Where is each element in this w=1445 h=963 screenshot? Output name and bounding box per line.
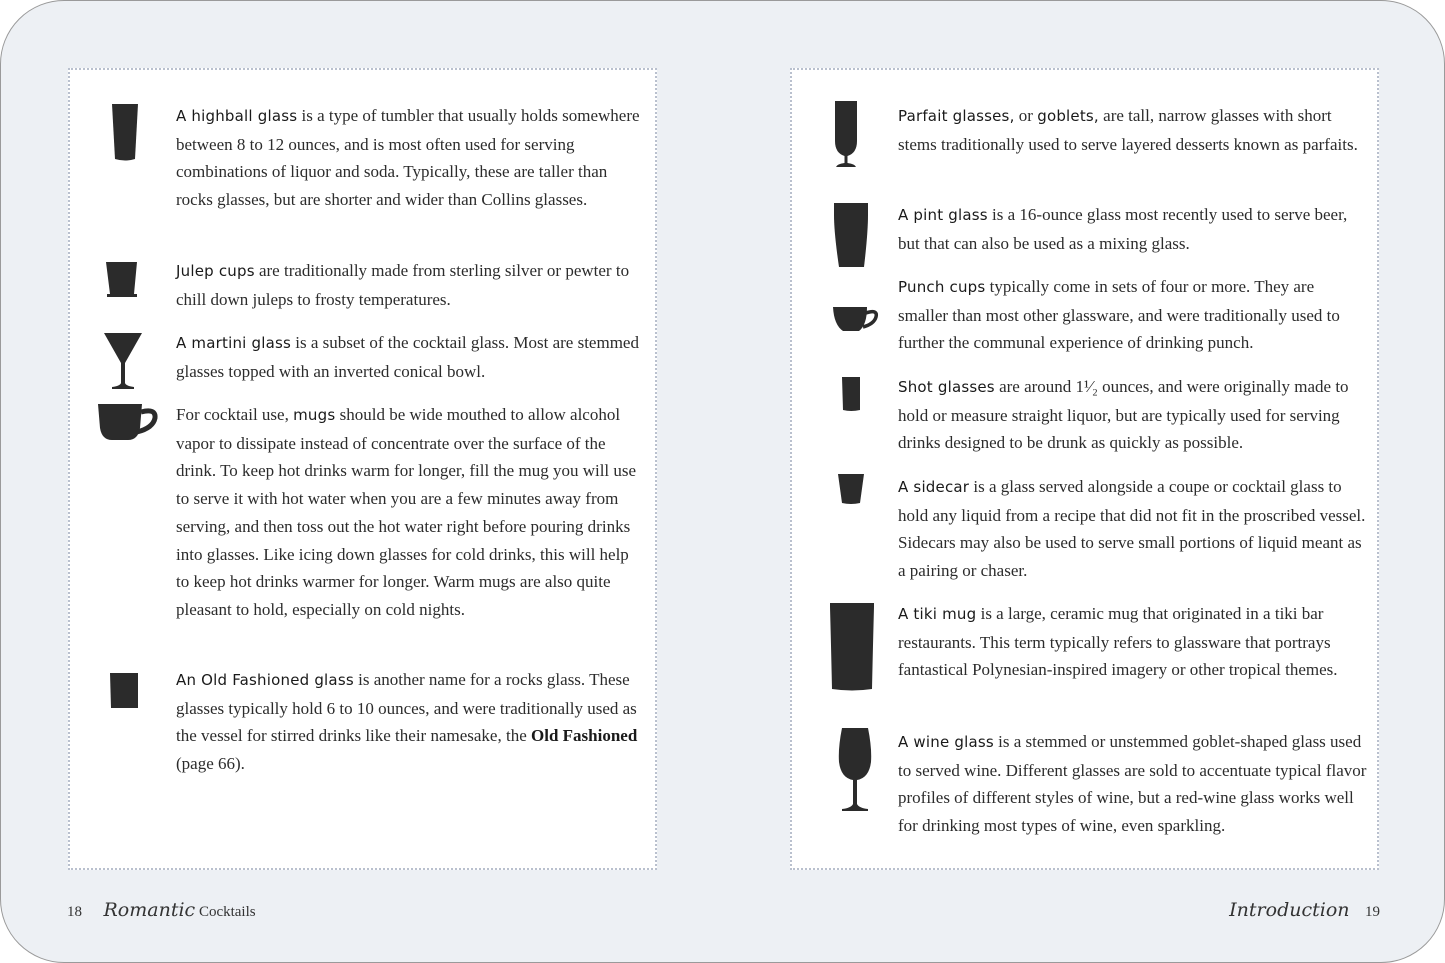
julep-cup-icon [106,262,138,298]
left-page [68,68,657,870]
entry-term: A sidecar [898,478,970,496]
entry-term-alt: goblets, [1037,107,1099,125]
entry-term: Julep cups [176,262,255,280]
entry-term: A martini glass [176,334,292,352]
entry-term: A tiki mug [898,605,977,623]
entry-term: A wine glass [898,733,994,751]
highball-glass-icon [112,104,138,162]
entry-text: is a subset of the cocktail glass. Most are stemmed glasses topped with an inverted conical bowl. [176,333,639,381]
tiki-mug-icon [830,603,874,692]
page-number: 18 [67,904,82,920]
book-title-script: Romantic [103,899,196,921]
entry-text: are traditionally made from sterling silver or pewter to chill down juleps to frosty temperatures. [176,261,630,309]
right-folio [1229,899,1380,921]
shot-glass-icon [842,377,860,412]
entry-text: are tall, narrow glasses with short stems traditionally used to serve layered desserts known as parfaits. [898,106,1358,154]
entry-text: is a stemmed or unstemmed goblet-shaped glass used to served wine. Different glasses are sold to accentuate typical flavor profiles of different styles of wine, but a red-wine glass works well for drinking most types of wine, even sparkling. [898,732,1367,836]
section-title-script: Introduction [1229,899,1350,921]
entry-text: is a large, ceramic mug that originated in a tiki bar restaurants. This term typically refers to glassware that portrays fantastical Polynesian-inspired imagery or other tropical themes. [898,604,1338,680]
entry-text: should be wide mouthed to allow alcohol vapor to dissipate instead of concentrate over the surface of the drink. To keep hot drinks warm for longer, fill the mug you will use to serve it with hot water when you are a few minutes away from serving, and then toss out the hot water right before pouring drinks into glasses. Like icing down glasses for cold drinks, this will help to keep hot drinks warmer for longer. Warm mugs are also quite pleasant to hold, especially on cold nights. [176,405,637,619]
sidecar-glass-icon [838,474,864,505]
page-number: 19 [1365,904,1380,920]
parfait-glass-icon [834,101,858,169]
book-title-rest: Cocktails [195,904,256,920]
entry-text-connector: or [1014,106,1038,125]
entry-term: A pint glass [898,206,988,224]
right-page [790,68,1379,870]
entry-text: is a 16-ounce glass most recently used to serve beer, but that can also be used as a mixing glass. [898,205,1348,253]
left-folio [67,899,256,921]
entry-text: typically come in sets of four or more. They are smaller than most other glassware, and were traditionally used to further the communal experience of drinking punch. [898,277,1340,353]
wine-glass-icon [838,728,872,811]
martini-glass-icon [104,333,144,389]
entry-term: A highball glass [176,107,298,125]
old-fashioned-glass-icon [110,673,138,709]
entry-text: is a type of tumbler that usually holds somewhere between 8 to 12 ounces, and is most often used for serving combinations of liquor and soda. Typically, these are taller than rocks glasses, but are shorter and wider than Collins glasses. [176,106,640,210]
entry-text: is another name for a rocks glass. These glasses typically hold 6 to 10 ounces, and were traditionally used as the vessel for stirred drinks like their namesake, the [176,670,637,746]
entry-term: mugs [293,406,336,424]
recipe-reference: Old Fashioned [531,726,638,746]
entry-text: is a glass served alongside a coupe or cocktail glass to hold any liquid from a recipe that did not fit in the proscribed vessel. Sidecars may also be used to serve small portions of liquid meant as a pairing or chaser. [898,477,1366,581]
entry-text-suffix: (page 66). [176,754,245,774]
pint-glass-icon [834,203,868,267]
punch-cup-icon [833,307,879,333]
entry-text-prefix: For cocktail use, [176,405,294,424]
mug-icon [98,404,160,442]
entry-term: Parfait glasses, [898,107,1015,125]
entry-term: Shot glasses [898,378,995,396]
entry-term: An Old Fashioned glass [176,671,354,689]
entry-term: Punch cups [898,278,986,296]
entry-text: are around 1¹⁄₂ ounces, and were originally made to hold or measure straight liquor, but are typically used for serving drinks designed to be drunk as quickly as possible. [898,377,1349,453]
